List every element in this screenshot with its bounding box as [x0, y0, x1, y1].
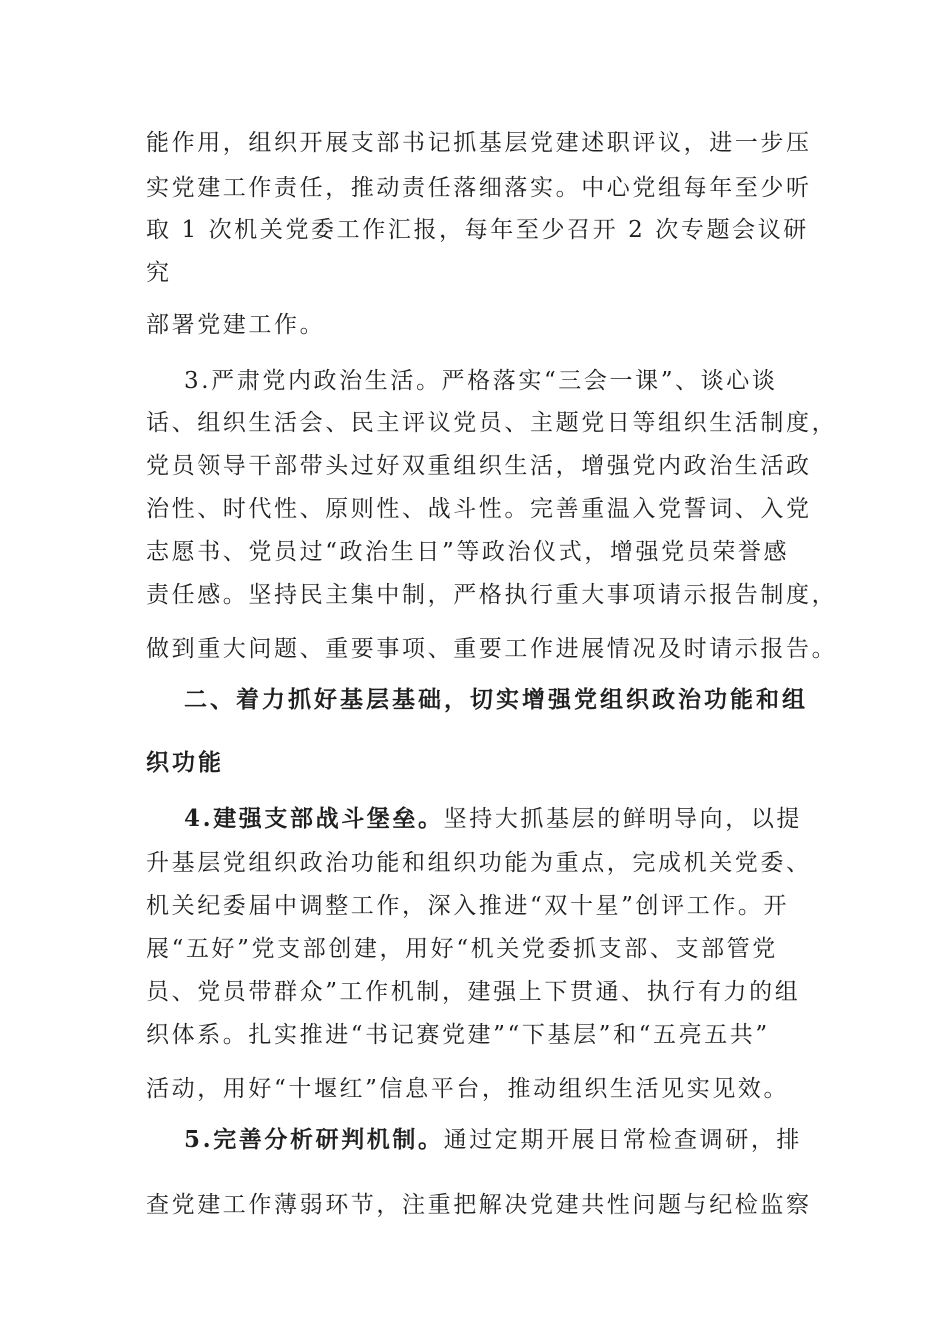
- paragraph-line: 活动，用好“十堰红”信息平台，推动组织生活见实见效。: [146, 1076, 790, 1102]
- paragraph-line: 展“五好”党支部创建，用好“机关党委抓支部、支部管党: [146, 936, 778, 962]
- item-title: 4.建强支部战斗堡垒。: [184, 805, 444, 832]
- paragraph-line: 取 1 次机关党委工作汇报，每年至少召开 2 次专题会议研: [146, 217, 809, 243]
- item-text: 通过定期开展日常检查调研，排: [443, 1127, 803, 1153]
- section-heading: 织功能: [146, 750, 224, 776]
- item-title: 5.完善分析研判机制。: [184, 1126, 444, 1153]
- paragraph-line: 机关纪委届中调整工作，深入推进“双十星”创评工作。开: [146, 893, 790, 919]
- paragraph-line: 究: [146, 260, 172, 286]
- paragraph-line: 员、党员带群众”工作机制，建强上下贯通、执行有力的组: [146, 979, 801, 1005]
- paragraph-line: 织体系。扎实推进“书记赛党建”“下基层”和“五亮五共”: [146, 1022, 770, 1048]
- paragraph-line: 部署党建工作。: [146, 312, 326, 338]
- item-text: 坚持大抓基层的鲜明导向，以提: [443, 806, 803, 832]
- paragraph-line: 查党建工作薄弱环节，注重把解决党建共性问题与纪检监察: [146, 1192, 812, 1218]
- paragraph-line: [184, 1125, 802, 1155]
- paragraph-line: 责任感。坚持民主集中制，严格执行重大事项请示报告制度，: [146, 582, 838, 608]
- paragraph-line: 做到重大问题、重要事项、重要工作进展情况及时请示报告。: [146, 636, 838, 662]
- paragraph-line: 升基层党组织政治功能和组织功能为重点，完成机关党委、: [146, 850, 812, 876]
- section-heading: 二、着力抓好基层基础，切实增强党组织政治功能和组: [184, 687, 808, 713]
- paragraph-line: 志愿书、党员过“政治生日”等政治仪式，增强党员荣誉感: [146, 539, 790, 565]
- paragraph-line: [184, 804, 802, 834]
- paragraph-line: 话、组织生活会、民主评议党员、主题党日等组织生活制度，: [146, 410, 838, 436]
- paragraph-line: 党员领导干部带头过好双重组织生活，增强党内政治生活政: [146, 453, 812, 479]
- paragraph-line: 能作用，组织开展支部书记抓基层党建述职评议，进一步压: [146, 130, 812, 156]
- paragraph-line: 治性、时代性、原则性、战斗性。完善重温入党誓词、入党: [146, 496, 812, 522]
- paragraph-line: 实党建工作责任，推动责任落细落实。中心党组每年至少听: [146, 175, 812, 201]
- paragraph-line: 3.严肃党内政治生活。严格落实“三会一课”、谈心谈: [184, 368, 778, 394]
